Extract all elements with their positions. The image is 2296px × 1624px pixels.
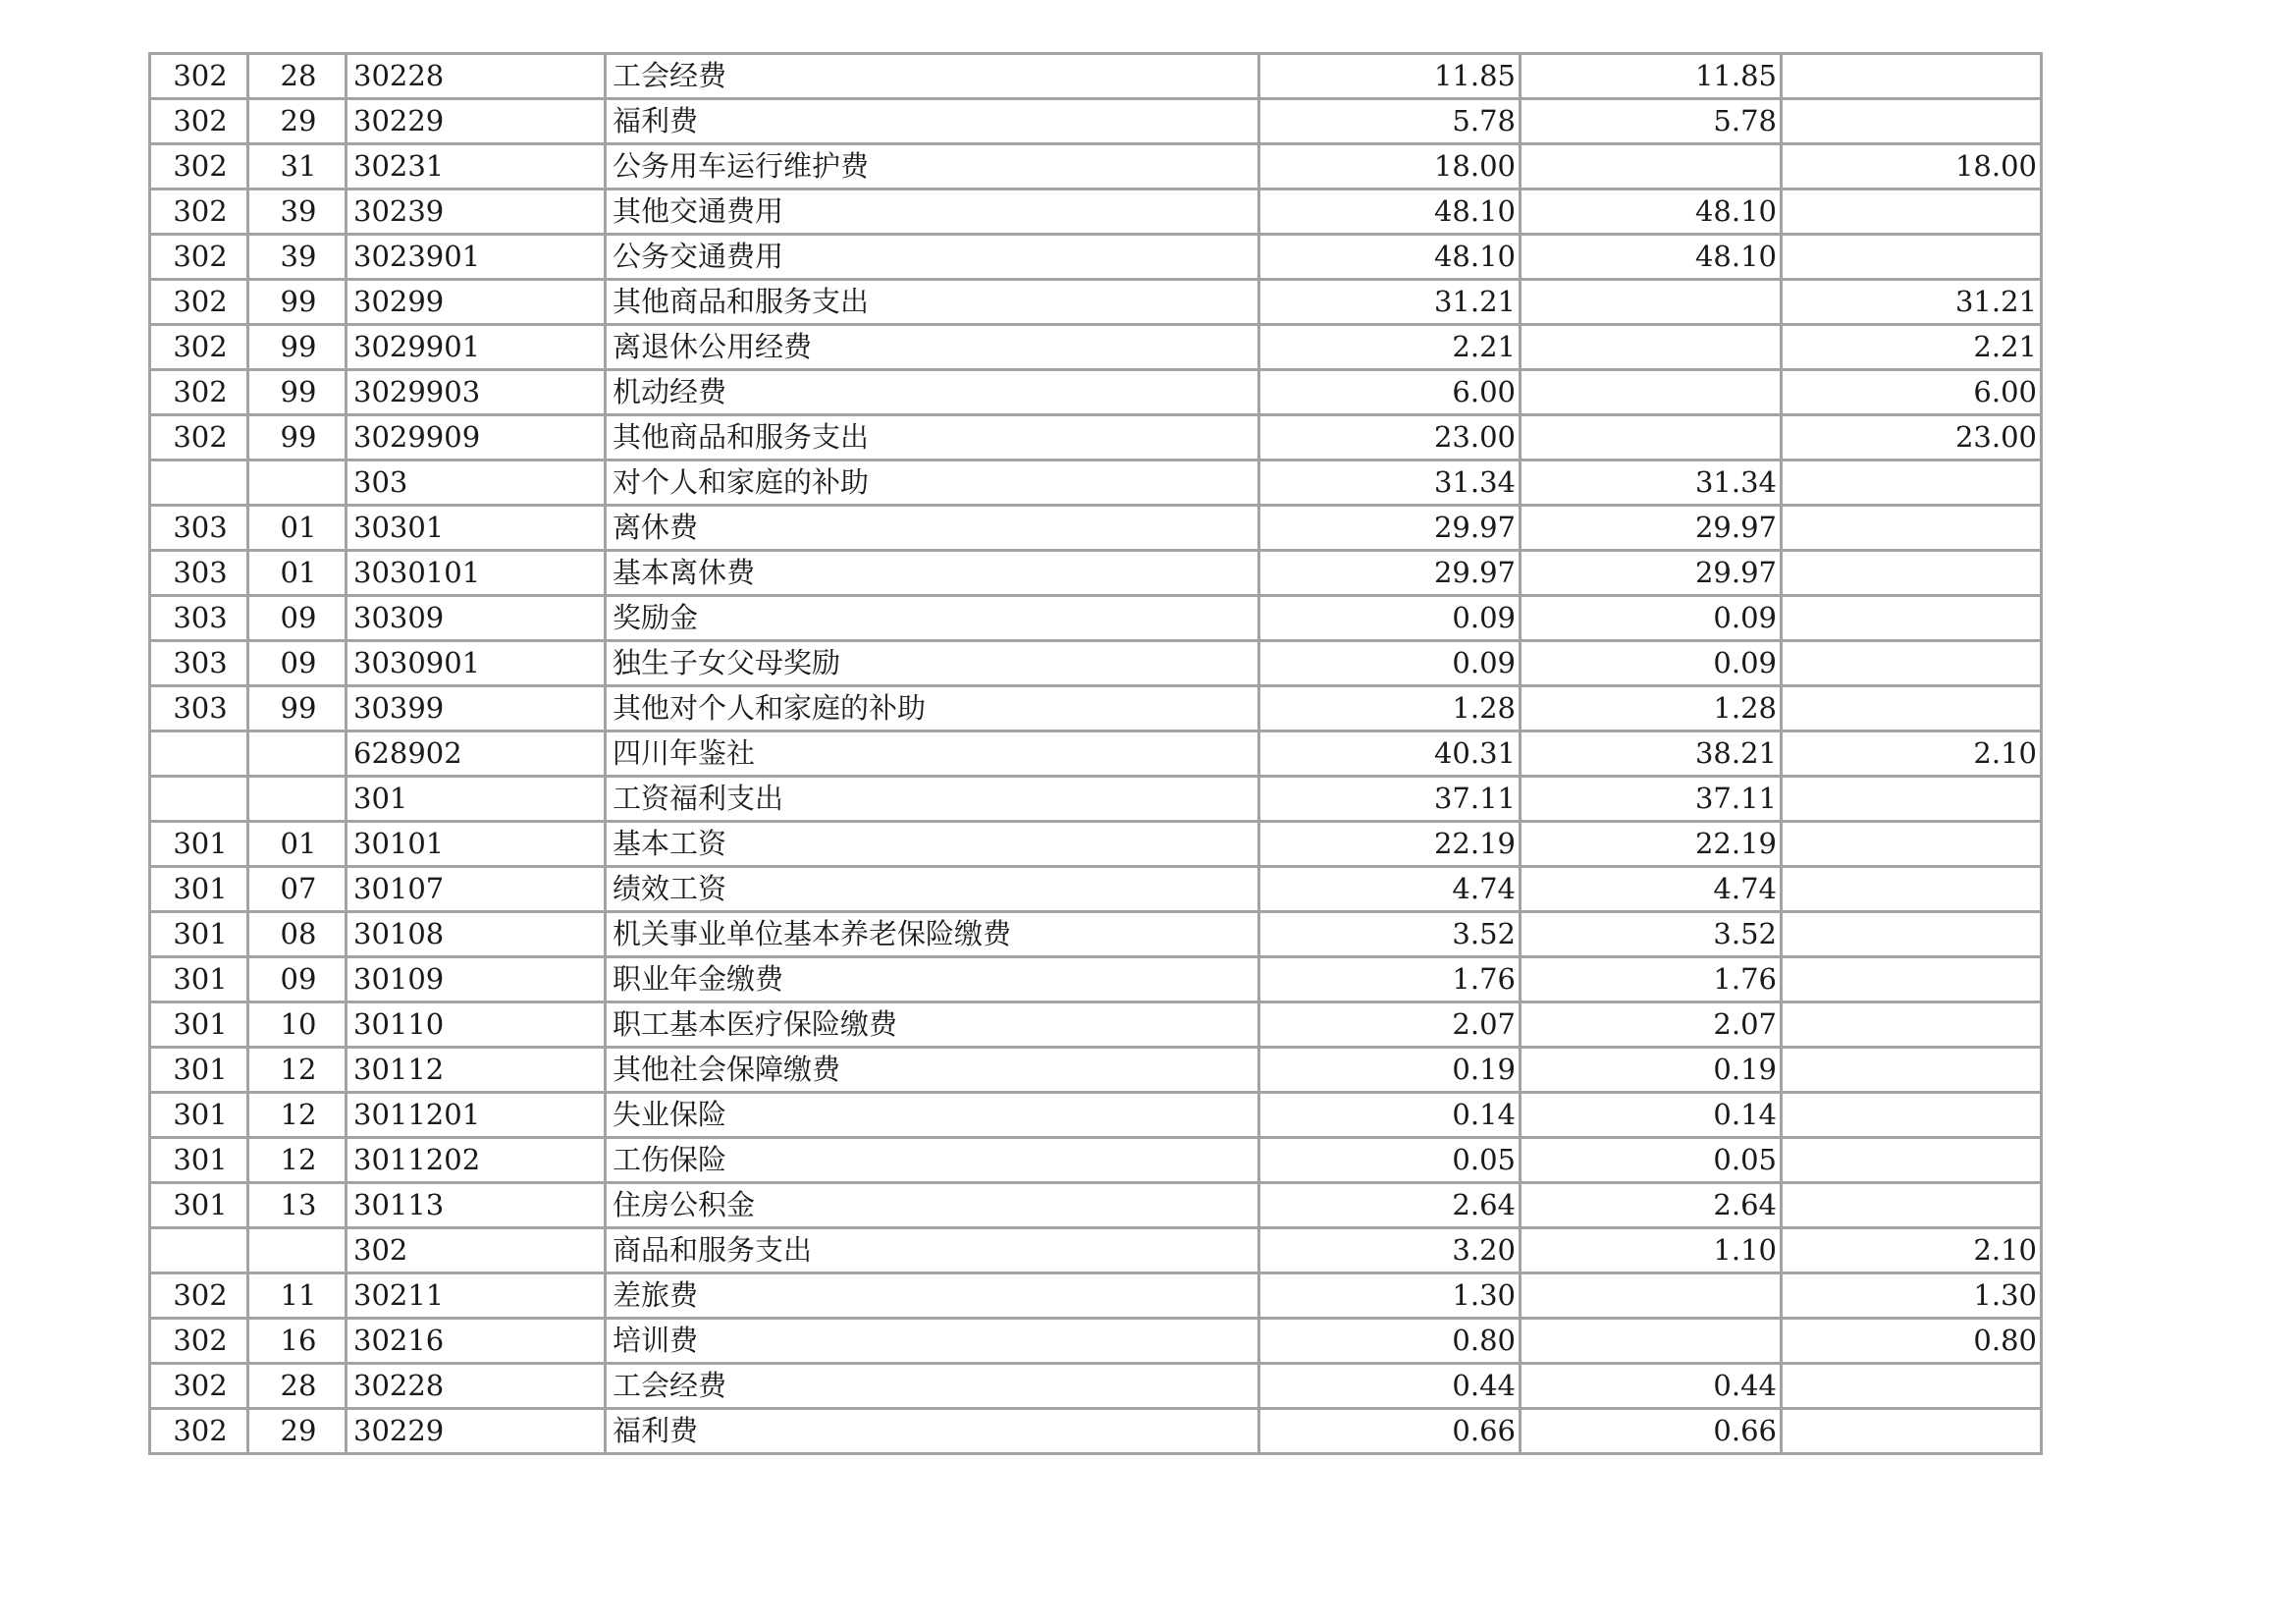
cell-total: 0.66 (1259, 1409, 1521, 1454)
table-row (150, 415, 2042, 460)
cell-item-code: 09 (248, 596, 347, 641)
cell-subject-code: 3011202 (347, 1138, 606, 1183)
cell-subject-name: 绩效工资 (606, 867, 1259, 912)
cell-project-expenditure (1782, 957, 2042, 1002)
cell-item-code: 01 (248, 551, 347, 596)
cell-basic-expenditure: 38.21 (1521, 731, 1782, 777)
table-row (150, 822, 2042, 867)
cell-project-expenditure: 23.00 (1782, 415, 2042, 460)
table-row (150, 1409, 2042, 1454)
table-row (150, 1183, 2042, 1228)
cell-subject-name: 其他交通费用 (606, 189, 1259, 235)
cell-total: 3.20 (1259, 1228, 1521, 1273)
cell-basic-expenditure: 0.05 (1521, 1138, 1782, 1183)
cell-subject-name: 工会经费 (606, 1364, 1259, 1409)
cell-total: 4.74 (1259, 867, 1521, 912)
cell-total: 2.07 (1259, 1002, 1521, 1048)
cell-project-expenditure: 31.21 (1782, 280, 2042, 325)
cell-total: 2.64 (1259, 1183, 1521, 1228)
cell-project-expenditure (1782, 1409, 2042, 1454)
cell-item-code: 29 (248, 1409, 347, 1454)
table-row (150, 1093, 2042, 1138)
cell-subject-name: 差旅费 (606, 1273, 1259, 1319)
cell-project-expenditure (1782, 596, 2042, 641)
cell-project-expenditure (1782, 641, 2042, 686)
table-row (150, 641, 2042, 686)
cell-class-code: 302 (150, 54, 248, 99)
cell-subject-code: 3030101 (347, 551, 606, 596)
cell-subject-name: 失业保险 (606, 1093, 1259, 1138)
cell-item-code: 01 (248, 822, 347, 867)
cell-project-expenditure: 6.00 (1782, 370, 2042, 415)
cell-subject-name: 基本离休费 (606, 551, 1259, 596)
table-row (150, 777, 2042, 822)
cell-basic-expenditure: 11.85 (1521, 54, 1782, 99)
cell-class-code: 301 (150, 822, 248, 867)
cell-subject-code: 301 (347, 777, 606, 822)
cell-basic-expenditure: 1.28 (1521, 686, 1782, 731)
cell-subject-code: 30107 (347, 867, 606, 912)
cell-class-code: 303 (150, 551, 248, 596)
cell-subject-code: 30211 (347, 1273, 606, 1319)
cell-class-code: 302 (150, 99, 248, 144)
cell-class-code (150, 460, 248, 506)
cell-subject-code: 3029903 (347, 370, 606, 415)
table-row (150, 1273, 2042, 1319)
cell-basic-expenditure (1521, 1273, 1782, 1319)
cell-class-code: 301 (150, 1048, 248, 1093)
cell-item-code: 28 (248, 54, 347, 99)
cell-basic-expenditure (1521, 325, 1782, 370)
cell-item-code: 13 (248, 1183, 347, 1228)
table-row (150, 99, 2042, 144)
cell-project-expenditure (1782, 686, 2042, 731)
cell-total: 48.10 (1259, 189, 1521, 235)
cell-subject-name: 机关事业单位基本养老保险缴费 (606, 912, 1259, 957)
cell-class-code: 302 (150, 415, 248, 460)
cell-total: 0.09 (1259, 641, 1521, 686)
cell-subject-name: 对个人和家庭的补助 (606, 460, 1259, 506)
cell-basic-expenditure: 0.09 (1521, 641, 1782, 686)
cell-subject-code: 30228 (347, 54, 606, 99)
cell-basic-expenditure: 5.78 (1521, 99, 1782, 144)
cell-total: 31.34 (1259, 460, 1521, 506)
cell-subject-name: 奖励金 (606, 596, 1259, 641)
table-row (150, 1228, 2042, 1273)
cell-subject-name: 其他商品和服务支出 (606, 280, 1259, 325)
cell-subject-code: 30229 (347, 99, 606, 144)
cell-project-expenditure (1782, 822, 2042, 867)
cell-basic-expenditure: 0.19 (1521, 1048, 1782, 1093)
cell-class-code: 302 (150, 1364, 248, 1409)
table-row (150, 235, 2042, 280)
cell-item-code: 99 (248, 280, 347, 325)
cell-item-code: 12 (248, 1093, 347, 1138)
table-row (150, 144, 2042, 189)
cell-project-expenditure (1782, 1138, 2042, 1183)
cell-class-code (150, 777, 248, 822)
cell-subject-code: 30309 (347, 596, 606, 641)
cell-class-code: 303 (150, 686, 248, 731)
cell-basic-expenditure (1521, 415, 1782, 460)
cell-subject-name: 公务交通费用 (606, 235, 1259, 280)
cell-item-code (248, 460, 347, 506)
cell-total: 0.09 (1259, 596, 1521, 641)
cell-subject-name: 基本工资 (606, 822, 1259, 867)
cell-total: 3.52 (1259, 912, 1521, 957)
cell-item-code: 12 (248, 1138, 347, 1183)
table-row (150, 54, 2042, 99)
cell-basic-expenditure (1521, 370, 1782, 415)
cell-subject-code: 30109 (347, 957, 606, 1002)
cell-project-expenditure (1782, 235, 2042, 280)
cell-basic-expenditure: 0.66 (1521, 1409, 1782, 1454)
cell-item-code: 01 (248, 506, 347, 551)
cell-class-code: 301 (150, 912, 248, 957)
cell-project-expenditure: 2.21 (1782, 325, 2042, 370)
cell-project-expenditure (1782, 1183, 2042, 1228)
cell-class-code (150, 731, 248, 777)
cell-project-expenditure (1782, 460, 2042, 506)
cell-project-expenditure (1782, 189, 2042, 235)
cell-item-code: 08 (248, 912, 347, 957)
cell-item-code: 39 (248, 235, 347, 280)
cell-subject-name: 其他商品和服务支出 (606, 415, 1259, 460)
cell-basic-expenditure: 48.10 (1521, 235, 1782, 280)
cell-class-code: 302 (150, 144, 248, 189)
cell-item-code: 28 (248, 1364, 347, 1409)
cell-item-code: 29 (248, 99, 347, 144)
cell-subject-code: 30216 (347, 1319, 606, 1364)
cell-class-code: 303 (150, 641, 248, 686)
cell-basic-expenditure: 37.11 (1521, 777, 1782, 822)
cell-subject-name: 福利费 (606, 99, 1259, 144)
cell-basic-expenditure: 48.10 (1521, 189, 1782, 235)
cell-subject-code: 30113 (347, 1183, 606, 1228)
table-row (150, 731, 2042, 777)
cell-item-code: 09 (248, 957, 347, 1002)
table-row (150, 325, 2042, 370)
cell-subject-name: 四川年鉴社 (606, 731, 1259, 777)
cell-basic-expenditure: 1.76 (1521, 957, 1782, 1002)
cell-item-code (248, 731, 347, 777)
cell-total: 6.00 (1259, 370, 1521, 415)
table-row (150, 957, 2042, 1002)
cell-subject-code: 30112 (347, 1048, 606, 1093)
cell-basic-expenditure: 2.64 (1521, 1183, 1782, 1228)
cell-basic-expenditure (1521, 1319, 1782, 1364)
cell-item-code: 99 (248, 325, 347, 370)
cell-basic-expenditure: 1.10 (1521, 1228, 1782, 1273)
cell-subject-code: 3011201 (347, 1093, 606, 1138)
cell-item-code: 31 (248, 144, 347, 189)
cell-item-code (248, 1228, 347, 1273)
table-row (150, 912, 2042, 957)
cell-class-code: 301 (150, 957, 248, 1002)
cell-item-code: 99 (248, 370, 347, 415)
cell-subject-code: 3029901 (347, 325, 606, 370)
cell-item-code: 99 (248, 415, 347, 460)
table-row (150, 686, 2042, 731)
cell-total: 29.97 (1259, 551, 1521, 596)
cell-item-code: 10 (248, 1002, 347, 1048)
cell-project-expenditure (1782, 1048, 2042, 1093)
cell-basic-expenditure: 2.07 (1521, 1002, 1782, 1048)
cell-basic-expenditure: 29.97 (1521, 506, 1782, 551)
cell-subject-name: 职业年金缴费 (606, 957, 1259, 1002)
cell-basic-expenditure: 29.97 (1521, 551, 1782, 596)
cell-class-code: 303 (150, 506, 248, 551)
cell-subject-name: 培训费 (606, 1319, 1259, 1364)
cell-subject-name: 职工基本医疗保险缴费 (606, 1002, 1259, 1048)
cell-project-expenditure (1782, 99, 2042, 144)
cell-subject-name: 离退休公用经费 (606, 325, 1259, 370)
cell-item-code: 39 (248, 189, 347, 235)
cell-project-expenditure (1782, 1093, 2042, 1138)
cell-total: 1.28 (1259, 686, 1521, 731)
cell-project-expenditure: 1.30 (1782, 1273, 2042, 1319)
cell-total: 48.10 (1259, 235, 1521, 280)
cell-basic-expenditure: 31.34 (1521, 460, 1782, 506)
cell-total: 0.80 (1259, 1319, 1521, 1364)
cell-basic-expenditure: 3.52 (1521, 912, 1782, 957)
cell-subject-name: 工资福利支出 (606, 777, 1259, 822)
cell-subject-name: 福利费 (606, 1409, 1259, 1454)
cell-class-code: 302 (150, 1409, 248, 1454)
cell-subject-code: 30299 (347, 280, 606, 325)
cell-class-code: 302 (150, 370, 248, 415)
table-row (150, 596, 2042, 641)
cell-class-code (150, 1228, 248, 1273)
cell-subject-name: 离休费 (606, 506, 1259, 551)
cell-subject-name: 商品和服务支出 (606, 1228, 1259, 1273)
cell-class-code: 301 (150, 1093, 248, 1138)
cell-subject-name: 住房公积金 (606, 1183, 1259, 1228)
cell-class-code: 303 (150, 596, 248, 641)
cell-item-code: 09 (248, 641, 347, 686)
cell-subject-code: 303 (347, 460, 606, 506)
cell-project-expenditure (1782, 506, 2042, 551)
table-row (150, 506, 2042, 551)
table-body (150, 54, 2042, 1454)
table-row (150, 189, 2042, 235)
table-row (150, 460, 2042, 506)
cell-total: 40.31 (1259, 731, 1521, 777)
cell-basic-expenditure: 0.09 (1521, 596, 1782, 641)
cell-total: 5.78 (1259, 99, 1521, 144)
cell-project-expenditure (1782, 54, 2042, 99)
cell-project-expenditure (1782, 551, 2042, 596)
cell-subject-code: 30228 (347, 1364, 606, 1409)
table-row (150, 1138, 2042, 1183)
table-row (150, 1048, 2042, 1093)
cell-basic-expenditure: 0.14 (1521, 1093, 1782, 1138)
cell-subject-name: 公务用车运行维护费 (606, 144, 1259, 189)
cell-item-code: 99 (248, 686, 347, 731)
cell-class-code: 302 (150, 1319, 248, 1364)
cell-subject-code: 30101 (347, 822, 606, 867)
cell-project-expenditure (1782, 1364, 2042, 1409)
cell-subject-code: 30399 (347, 686, 606, 731)
cell-subject-code: 30108 (347, 912, 606, 957)
table-row (150, 1319, 2042, 1364)
table-row (150, 1364, 2042, 1409)
cell-subject-name: 独生子女父母奖励 (606, 641, 1259, 686)
cell-total: 1.76 (1259, 957, 1521, 1002)
cell-project-expenditure: 18.00 (1782, 144, 2042, 189)
cell-subject-code: 30231 (347, 144, 606, 189)
cell-total: 22.19 (1259, 822, 1521, 867)
cell-item-code (248, 777, 347, 822)
cell-project-expenditure: 0.80 (1782, 1319, 2042, 1364)
cell-project-expenditure (1782, 777, 2042, 822)
cell-subject-code: 30301 (347, 506, 606, 551)
cell-class-code: 302 (150, 189, 248, 235)
cell-basic-expenditure (1521, 144, 1782, 189)
cell-subject-code: 3030901 (347, 641, 606, 686)
cell-basic-expenditure (1521, 280, 1782, 325)
cell-subject-name: 工伤保险 (606, 1138, 1259, 1183)
cell-total: 37.11 (1259, 777, 1521, 822)
cell-total: 2.21 (1259, 325, 1521, 370)
cell-class-code: 302 (150, 235, 248, 280)
cell-item-code: 12 (248, 1048, 347, 1093)
table-row (150, 1002, 2042, 1048)
cell-class-code: 302 (150, 280, 248, 325)
cell-total: 0.19 (1259, 1048, 1521, 1093)
cell-subject-code: 3029909 (347, 415, 606, 460)
cell-total: 0.44 (1259, 1364, 1521, 1409)
cell-subject-code: 628902 (347, 731, 606, 777)
cell-total: 23.00 (1259, 415, 1521, 460)
cell-basic-expenditure: 0.44 (1521, 1364, 1782, 1409)
cell-project-expenditure: 2.10 (1782, 1228, 2042, 1273)
cell-total: 18.00 (1259, 144, 1521, 189)
cell-project-expenditure: 2.10 (1782, 731, 2042, 777)
cell-total: 29.97 (1259, 506, 1521, 551)
cell-subject-name: 机动经费 (606, 370, 1259, 415)
cell-class-code: 301 (150, 1183, 248, 1228)
cell-item-code: 11 (248, 1273, 347, 1319)
cell-total: 11.85 (1259, 54, 1521, 99)
table-row (150, 280, 2042, 325)
cell-project-expenditure (1782, 867, 2042, 912)
cell-subject-code: 30229 (347, 1409, 606, 1454)
cell-subject-name: 其他对个人和家庭的补助 (606, 686, 1259, 731)
cell-class-code: 302 (150, 1273, 248, 1319)
cell-class-code: 301 (150, 867, 248, 912)
cell-item-code: 16 (248, 1319, 347, 1364)
cell-class-code: 301 (150, 1138, 248, 1183)
cell-class-code: 302 (150, 325, 248, 370)
cell-project-expenditure (1782, 1002, 2042, 1048)
cell-subject-code: 30110 (347, 1002, 606, 1048)
cell-subject-name: 其他社会保障缴费 (606, 1048, 1259, 1093)
cell-project-expenditure (1782, 912, 2042, 957)
cell-subject-code: 302 (347, 1228, 606, 1273)
cell-subject-code: 3023901 (347, 235, 606, 280)
cell-total: 1.30 (1259, 1273, 1521, 1319)
cell-item-code: 07 (248, 867, 347, 912)
table-row (150, 551, 2042, 596)
table-row (150, 370, 2042, 415)
cell-class-code: 301 (150, 1002, 248, 1048)
table-row (150, 867, 2042, 912)
cell-total: 31.21 (1259, 280, 1521, 325)
budget-expenditure-table (148, 52, 2043, 1455)
cell-total: 0.05 (1259, 1138, 1521, 1183)
cell-total: 0.14 (1259, 1093, 1521, 1138)
cell-basic-expenditure: 4.74 (1521, 867, 1782, 912)
cell-subject-code: 30239 (347, 189, 606, 235)
cell-subject-name: 工会经费 (606, 54, 1259, 99)
cell-basic-expenditure: 22.19 (1521, 822, 1782, 867)
